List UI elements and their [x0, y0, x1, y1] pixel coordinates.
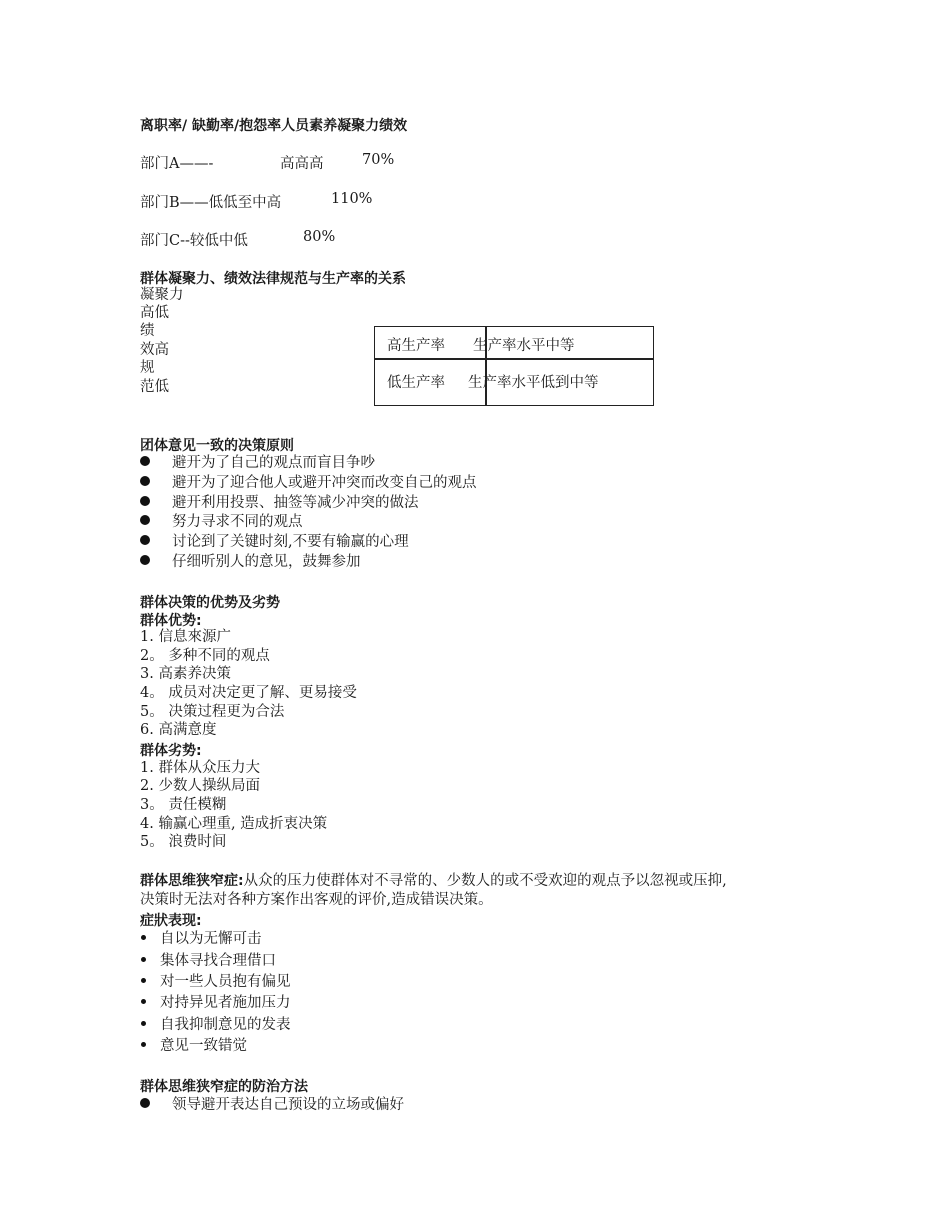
- groupthink-paragraph: 群体思维狭窄症:从众的压力使群体对不寻常的、少数人的或不受欢迎的观点予以忽视或压抑,: [140, 873, 727, 889]
- dept-c-value: 80%: [303, 229, 336, 245]
- list-item: 讨论到了关键时刻,不要有输赢的心理: [140, 533, 409, 551]
- heading-cohesion-relation: 群体凝聚力、绩效法律规范与生产率的关系: [140, 271, 406, 287]
- heading-pros-cons: 群体决策的优势及劣势: [140, 595, 280, 611]
- dept-b-value: 110%: [331, 191, 373, 207]
- bullet-icon: [140, 456, 150, 466]
- dept-a-name: 部门A——-: [140, 156, 214, 172]
- list-item: 意见一致错觉: [140, 1037, 247, 1055]
- list-item: 6. 高满意度: [140, 722, 217, 738]
- heading-turnover: 离职率/ 缺勤率/抱怨率人员素养凝聚力绩效: [140, 118, 408, 134]
- dot-icon: [141, 978, 146, 983]
- list-item: 仔细听别人的意见，鼓舞参加: [140, 553, 361, 571]
- list-item: 努力寻求不同的观点: [140, 513, 303, 531]
- list-item: 2。 多种不同的观点: [140, 648, 270, 664]
- dot-icon: [141, 1042, 146, 1047]
- bullet-icon: [140, 515, 150, 525]
- dept-a-level: 高高高: [280, 156, 324, 172]
- advantages-title: 群体优势:: [140, 613, 202, 629]
- dot-icon: [141, 1021, 146, 1026]
- list-item: 集体寻找合理借口: [140, 952, 276, 970]
- grid-cell-low-left: 低生产率: [387, 375, 445, 391]
- list-item: 4. 输赢心理重, 造成折衷决策: [140, 816, 328, 832]
- disadvantages-title: 群体劣势:: [140, 743, 202, 759]
- list-item: 5。 决策过程更为合法: [140, 704, 285, 720]
- groupthink-paragraph-cont: 决策时无法对各种方案作出客观的评价,造成错误决策。: [140, 892, 493, 908]
- dept-b-name: 部门B——低低至中高: [140, 195, 282, 211]
- list-item: 对一些人员抱有偏见: [140, 973, 291, 991]
- bullet-icon: [140, 1098, 150, 1108]
- grid-cell-high-left: 高生产率: [387, 338, 445, 354]
- axis-line: 绩: [140, 323, 155, 339]
- axis-line: 规: [140, 360, 155, 376]
- axis-line: 凝聚力: [140, 287, 184, 303]
- bullet-icon: [140, 555, 150, 565]
- list-item: 领导避开表达自己预设的立场或偏好: [140, 1096, 404, 1114]
- list-item: 避开利用投票、抽签等减少冲突的做法: [140, 494, 419, 512]
- axis-line: 效高: [140, 342, 169, 358]
- list-item: 自我抑制意见的发表: [140, 1016, 291, 1034]
- symptoms-title: 症狀表现:: [140, 913, 202, 929]
- list-item: 自以为无懈可击: [140, 930, 262, 948]
- list-item: 5。 浪费时间: [140, 834, 227, 850]
- list-item: 2. 少数人操纵局面: [140, 778, 260, 794]
- grid-divider-horizontal: [374, 358, 654, 360]
- list-item: 避开为了自己的观点而盲目争吵: [140, 454, 375, 472]
- list-item: 1. 群体从众压力大: [140, 760, 260, 776]
- list-item: 对持异见者施加压力: [140, 994, 291, 1012]
- list-item: 3. 高素养决策: [140, 666, 231, 682]
- dept-c-name: 部门C--较低中低: [140, 233, 248, 249]
- list-item: 3。 责任模糊: [140, 797, 227, 813]
- dept-a-value: 70%: [362, 152, 395, 168]
- axis-line: 高低: [140, 305, 169, 321]
- dot-icon: [141, 935, 146, 940]
- heading-groupthink-remedies: 群体思维狭窄症的防治方法: [140, 1079, 308, 1095]
- dot-icon: [141, 957, 146, 962]
- bullet-icon: [140, 535, 150, 545]
- bullet-icon: [140, 496, 150, 506]
- list-item: 1. 信息來源广: [140, 629, 231, 645]
- grid-cell-high-right: 生产率水平中等: [473, 338, 575, 354]
- list-item: 避开为了迎合他人或避开冲突而改变自己的观点: [140, 474, 477, 492]
- bullet-icon: [140, 476, 150, 486]
- list-item: 4。 成员对决定更了解、更易接受: [140, 685, 357, 701]
- heading-consensus-principles: 团体意见一致的决策原则: [140, 438, 294, 454]
- grid-cell-low-right: 生产率水平低到中等: [468, 375, 599, 391]
- axis-line: 范低: [140, 379, 169, 395]
- dot-icon: [141, 999, 146, 1004]
